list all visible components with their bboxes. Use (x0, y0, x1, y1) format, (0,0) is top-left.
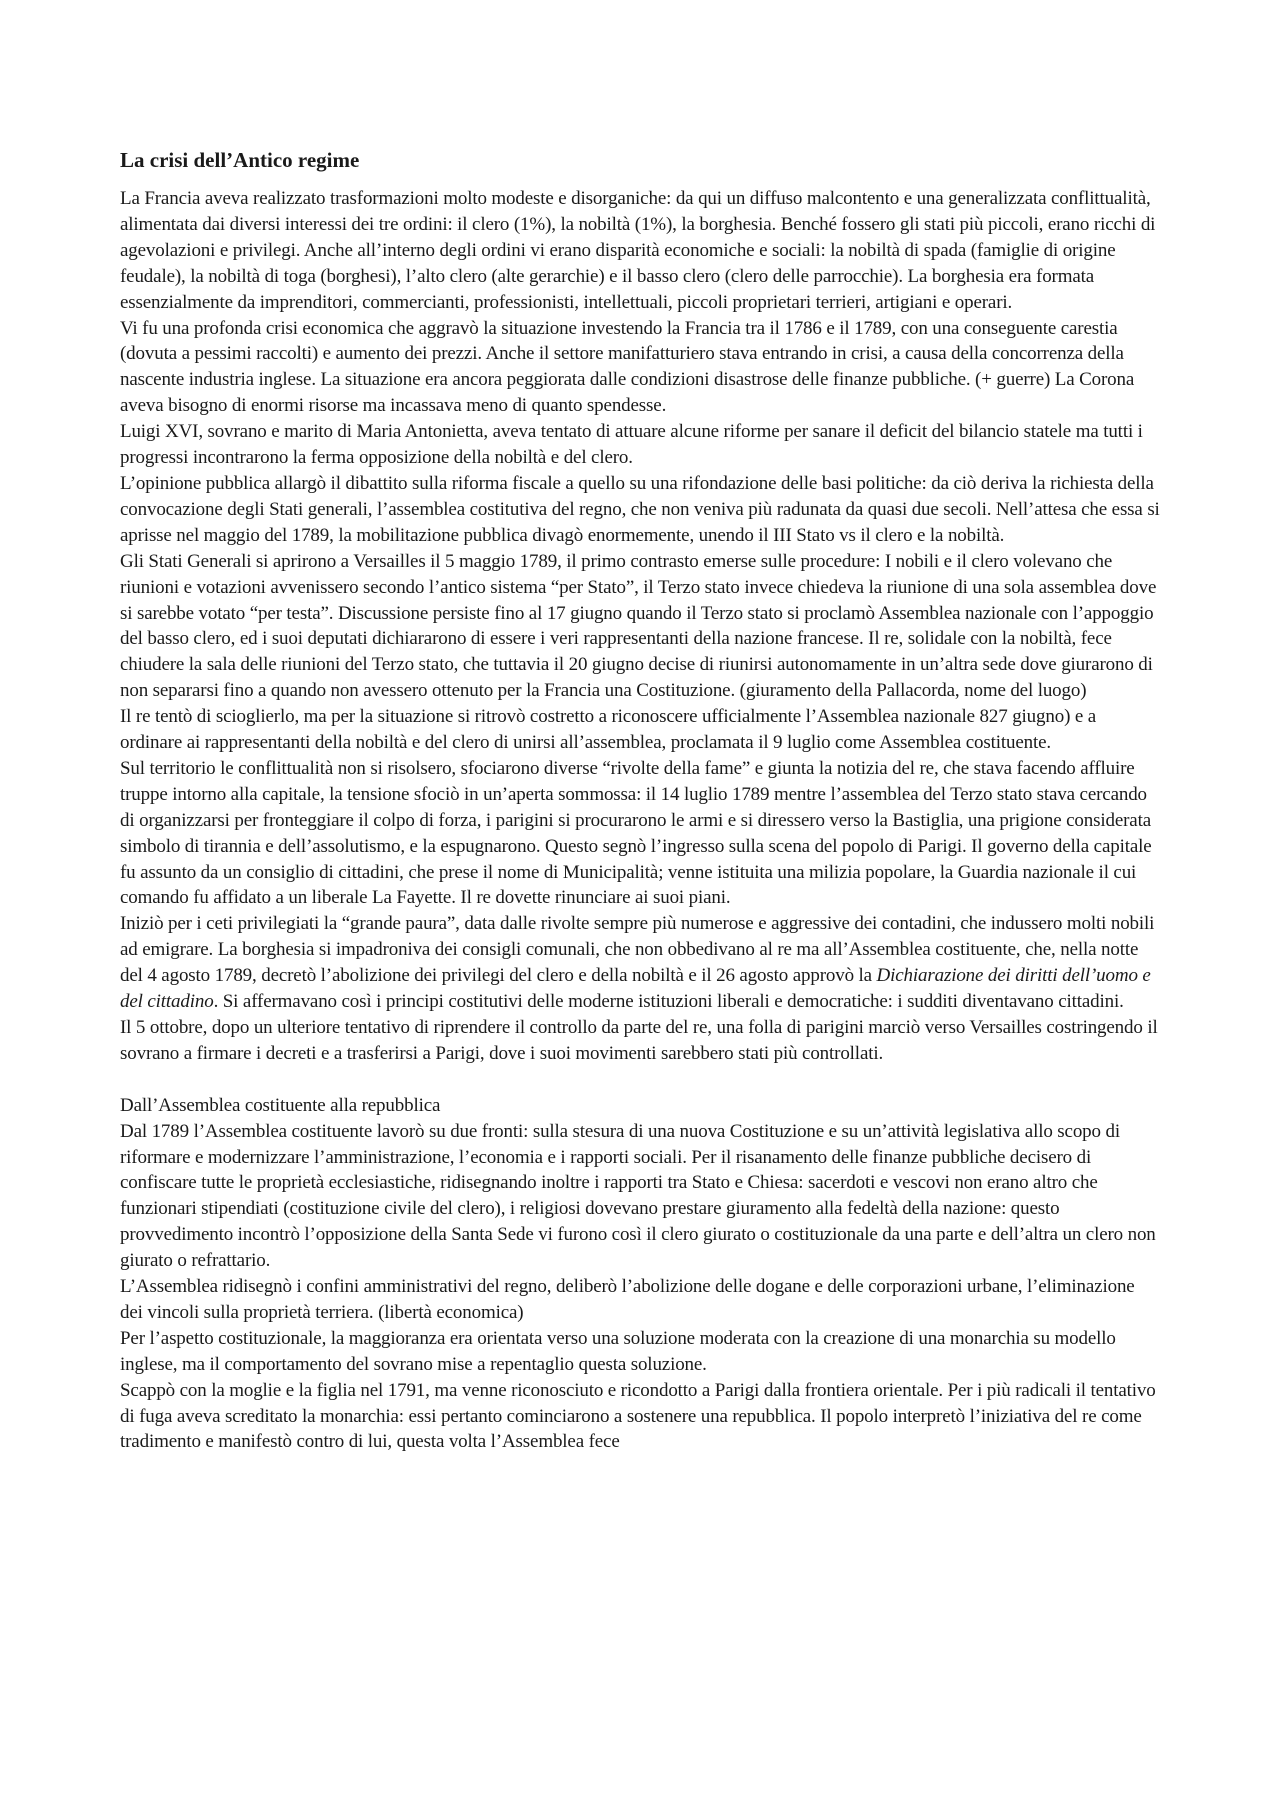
paragraph-confini: L’Assemblea ridisegnò i confini amministrativi del regno, deliberò l’abolizione delle dogane e delle corporazioni urbane, l’eliminazione dei vincoli sulla proprietà terriera. (libertà economica) (120, 1276, 1135, 1323)
paragraph-due-fronti: Dal 1789 l’Assemblea costituente lavorò su due fronti: sulla stesura di una nuova Costituzione e su un’attività legislativa allo scopo di riformare e modernizzare l’amministrazione, l’economia e i rapporti sociali. Per il risanamento delle finanze pubbliche decisero di confiscare tutte le proprietà ecclesiastiche, ridisegnando inoltre i rapporti tra Stato e Chiesa: sacerdoti e vescovi non erano altro che funzionari stipendiati (costituzione civile del clero), i religiosi dovevano prestare giuramento alla fedeltà della nazione: questo provvedimento incontrò l’opposizione della Santa Sede vi furono così il clero giurato o costituzionale da una parte e dell’altra un clero non giurato o refrattario. (120, 1120, 1156, 1272)
paragraph-crisi-economica: Vi fu una profonda crisi economica che aggravò la situazione investendo la Francia tra il 1786 e il 1789, con una conseguente carestia (dovuta a pessimi raccolti) e aumento dei prezzi. Anche il settore manifatturiero stava entrando in crisi, a causa della concorrenza della nascente industria inglese. La situazione era ancora peggiorata dalle condizioni disastrose delle finanze pubbliche. (+ guerre) La Corona aveva bisogno di enormi risorse ma incassava meno di quanto spendesse. (120, 317, 1135, 417)
grande-paura-text-before: Iniziò per i ceti privilegiati la “grande paura”, data dalle rivolte sempre più numerose e aggressive dei contadini, che indussero molti nobili ad emigrare. La borghesia si impadroniva dei consigli comunali, che non obbedivano al re ma all’Assemblea costituente, che, nella notte del 4 agosto 1789, decretò l’abolizione dei privilegi del clero e della nobiltà e il 26 agosto approvò la (120, 913, 1155, 987)
paragraph-bastiglia: Sul territorio le conflittualità non si risolsero, sfociarono diverse “rivolte della fame” e giunta la notizia del re, che stava facendo affluire truppe intorno alla capitale, la tensione sfociò in un’aperta sommossa: il 14 luglio 1789 mentre l’assemblea del Terzo stato stava cercando di organizzarsi per fronteggiare il colpo di forza, i parigini si procurarono le armi e si diressero verso la Bastiglia, una prigione considerata simbolo di tirannia e dell’assolutismo, e la espugnarono. Questo segnò l’ingresso sulla scena del popolo di Parigi. Il governo della capitale fu assunto da un consiglio di cittadini, che prese il nome di Municipalità; venne istituita una milizia popolare, la Guardia nazionale il cui comando fu affidato a un liberale La Fayette. Il re dovette rinunciare ai suoi piani. (120, 757, 1152, 909)
paragraph-luigi-xvi: Luigi XVI, sovrano e marito di Maria Antonietta, aveva tentato di attuare alcune riforme per sanare il deficit del bilancio statele ma tutti i progressi incontrarono la ferma opposizione della nobiltà e del clero. (120, 421, 1143, 469)
paragraph-fuga: Scappò con la moglie e la figlia nel 1791, ma venne riconosciuto e ricondotto a Parigi dalla frontiera orientale. Per i più radicali il tentativo di fuga aveva screditato la monarchia: essi pertanto cominciarono a sostenere una repubblica. Il popolo interpretò l’iniziativa del re come tradimento e manifestò contro di lui, questa volta l’Assemblea fece (120, 1379, 1156, 1453)
paragraph-grande-paura (120, 911, 1160, 1015)
grande-paura-text-after: . Si affermavano così i principi costitutivi delle moderne istituzioni liberali e democratiche: i sudditi diventavano cittadini. (213, 991, 1124, 1013)
document-title: La crisi dell’Antico regime (120, 148, 360, 172)
paragraph-aspetto-costituzionale: Per l’aspetto costituzionale, la maggioranza era orientata verso una soluzione moderata con la creazione di una monarchia su modello inglese, ma il comportamento del sovrano mise a repentaglio questa soluzione. (120, 1327, 1116, 1375)
paragraph-stati-generali: Gli Stati Generali si aprirono a Versailles il 5 maggio 1789, il primo contrasto emerse sulle procedure: I nobili e il clero volevano che riunioni e votazioni avvenissero secondo l’antico sistema “per Stato”, il Terzo stato invece chiedeva la riunione di una sola assemblea dove si sarebbe votato “per testa”. Discussione persiste fino al 17 giugno quando il Terzo stato si proclamò Assemblea nazionale con l’appoggio del basso clero, ed i suoi deputati dichiararono di essere i veri rappresentanti della nazione francese. Il re, solidale con la nobiltà, fece chiudere la sala delle riunioni del Terzo stato, che tuttavia il 20 giugno decise di riunirsi autonomamente in un’altra sede dove giurarono di non separarsi fino a quando non avessero ottenuto per la Francia una Costituzione. (giuramento della Pallacorda, nome del luogo) (120, 550, 1157, 702)
dichiarazione-title: Dichiarazione dei diritti dell’uomo e del cittadino (120, 965, 1151, 1013)
paragraph-opinione-pubblica: L’opinione pubblica allargò il dibattito sulla riforma fiscale a quello su una rifondazione delle basi politiche: da ciò deriva la richiesta della convocazione degli Stati generali, l’assemblea costitutiva del regno, che non veniva più radunata da quasi due secoli. Nell’attesa che essa si aprisse nel maggio del 1789, la mobilitazione pubblica divagò enormemente, unendo il III Stato vs il clero e la nobiltà. (120, 472, 1160, 546)
document-page (120, 148, 1160, 1455)
paragraph-5-ottobre: Il 5 ottobre, dopo un ulteriore tentativo di riprendere il controllo da parte del re, una folla di parigini marciò verso Versailles costringendo il sovrano a firmare i decreti e a trasferirsi a Parigi, dove i suoi movimenti sarebbero stati più controllati. (120, 1017, 1158, 1064)
paragraph-assemblea-costituente: Il re tentò di scioglierlo, ma per la situazione si ritrovò costretto a riconoscere ufficialmente l’Assemblea nazionale 827 giugno) e a ordinare ai rappresentanti della nobiltà e del clero di unirsi all’assemblea, proclamata il 9 luglio come Assemblea costituente. (120, 706, 1097, 754)
paragraph-ordini: La Francia aveva realizzato trasformazioni molto modeste e disorganiche: da qui un diffuso malcontento e una generalizzata conflittualità, alimentata dai diversi interessi dei tre ordini: il clero (1%), la nobiltà (1%), la borghesia. Benché fossero gli stati più piccoli, erano ricchi di agevolazioni e privilegi. Anche all’interno degli ordini vi erano disparità economiche e sociali: la nobiltà di spada (famiglie di origine feudale), la nobiltà di toga (borghesi), l’alto clero (alte gerarchie) e il basso clero (clero delle parrocchie). La borghesia era formata essenzialmente da imprenditori, commercianti, professionisti, intellettuali, piccoli proprietari terrieri, artigiani e operari. (120, 188, 1156, 313)
section-heading: Dall’Assemblea costituente alla repubblica (120, 1094, 441, 1116)
